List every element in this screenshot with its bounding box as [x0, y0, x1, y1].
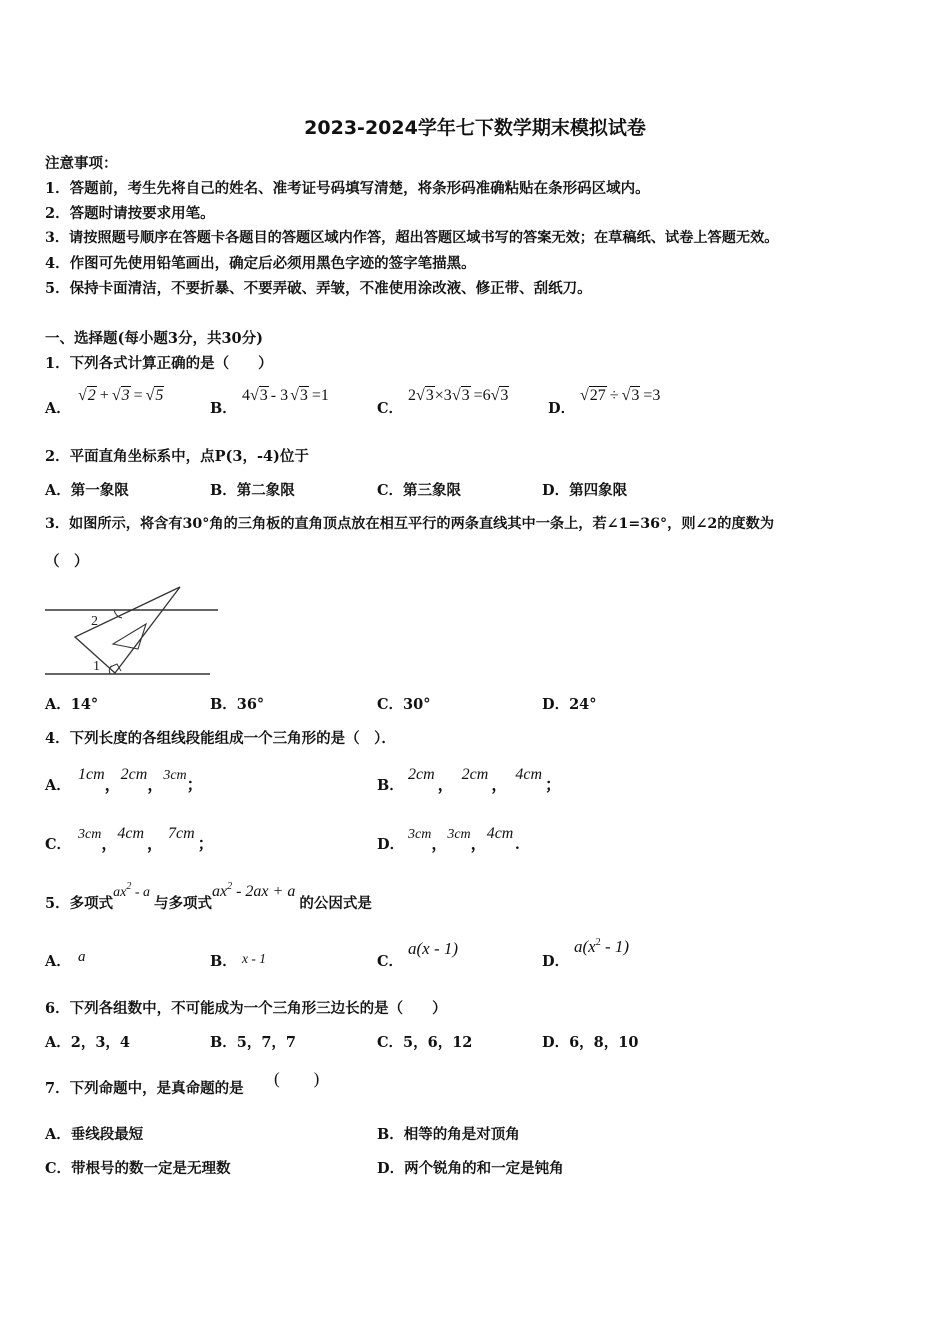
q5-label-a: A．: [45, 953, 71, 970]
q4-option-a: 1cm，2cm，3cm；: [78, 766, 203, 794]
q4-option-b: 2cm，2cm，4cm；: [408, 766, 562, 794]
q4-label-a: A．: [45, 777, 71, 794]
q3-option-c: C．30°: [377, 696, 431, 713]
q1-option-a: √2 + √3 = √5: [78, 387, 164, 404]
notes-heading: 注意事项：: [45, 155, 118, 172]
q2-stem: 2．平面直角坐标系中，点P(3，-4)位于: [45, 448, 309, 465]
q5-stem: 5．多项式$ax^2$ - a与多项式$ax^2 - 2ax + a$的公因式是: [45, 881, 372, 912]
page-title: 2023-2024学年七下数学期末模拟试卷: [304, 117, 646, 139]
q3-option-b: B．36°: [210, 696, 265, 713]
section-heading: 一、选择题(每小题3分，共30分): [45, 330, 263, 347]
q6-option-a: A．2，3，4: [45, 1034, 131, 1051]
q3-option-d: D．24°: [542, 696, 597, 713]
q7-paren: ( ): [274, 1069, 320, 1088]
q3-stem: 3．如图所示，将含有30°角的三角板的直角顶点放在相互平行的两条直线其中一条上，若∠1=36°，则∠2的度数为: [45, 516, 775, 532]
q5-option-a: a: [78, 949, 86, 965]
q5-label-b: B．: [210, 953, 237, 970]
q2-option-b: B．第二象限: [210, 482, 295, 499]
q5-option-d: $a(x^2 - 1)$: [574, 937, 630, 956]
q4-option-c: 3cm，4cm，7cm；: [78, 825, 214, 853]
note-item: 2．答题时请按要求用笔。: [45, 205, 215, 222]
q2-option-d: D．第四象限: [542, 482, 628, 499]
q1-option-b: 4√3 - 3 √3 =1: [242, 387, 329, 404]
q7-option-d: D．两个锐角的和一定是钝角: [377, 1160, 564, 1177]
q4-label-b: B．: [377, 777, 404, 794]
q3-figure: [40, 580, 225, 680]
angle-2-arc: [114, 610, 122, 618]
angle-label-1: 1: [93, 659, 100, 674]
q3-option-a: A．14°: [45, 696, 99, 713]
triangle-ruler: [75, 587, 180, 673]
note-item: 4．作图可先使用铅笔画出，确定后必须用黑色字迹的签字笔描黑。: [45, 255, 476, 272]
q1-stem: 1．下列各式计算正确的是（ ）: [45, 355, 273, 372]
note-item: 5．保持卡面清洁，不要折暴、不要弄破、弄皱，不准使用涂改液、修正带、刮纸刀。: [45, 280, 592, 297]
q1-label-c: C．: [377, 400, 404, 417]
q7-option-c: C．带根号的数一定是无理数: [45, 1160, 231, 1177]
q1-label-d: D．: [548, 400, 576, 417]
note-item: 3．请按照题号顺序在答题卡各题目的答题区域内作答，超出答题区域书写的答案无效；在草稿纸、试卷上答题无效。: [45, 230, 779, 246]
q2-option-c: C．第三象限: [377, 482, 462, 499]
q2-option-a: A．第一象限: [45, 482, 129, 499]
q7-stem: 7．下列命题中，是真命题的是: [45, 1080, 244, 1097]
q6-option-b: B．5，7，7: [210, 1034, 297, 1051]
q6-stem: 6．下列各组数中，不可能成为一个三角形三边长的是（ ）: [45, 1000, 447, 1017]
q5-option-b: x - 1: [242, 951, 266, 966]
q1-label-b: B．: [210, 400, 237, 417]
q4-stem: 4．下列长度的各组线段能组成一个三角形的是（ ）．: [45, 730, 396, 747]
q4-option-d: 3cm，3cm，4cm.: [408, 825, 520, 853]
q1-option-d: √27 ÷ √3 =3: [580, 387, 661, 404]
q3-paren: （ ）: [45, 553, 89, 570]
q4-label-c: C．: [45, 836, 72, 853]
q1-label-a: A．: [45, 400, 71, 417]
q7-option-a: A．垂线段最短: [45, 1126, 144, 1143]
angle-label-2: 2: [91, 614, 98, 629]
q4-label-d: D．: [377, 836, 405, 853]
q5-label-c: C．: [377, 953, 404, 970]
q6-option-c: C．5，6，12: [377, 1034, 473, 1051]
q5-label-d: D．: [542, 953, 570, 970]
triangle-ruler-inner: [113, 624, 146, 649]
q1-option-c: 2√3×3√3 =6√3: [408, 387, 509, 404]
note-item: 1．答题前，考生先将自己的姓名、准考证号码填写清楚，将条形码准确粘贴在条形码区域内。: [45, 180, 650, 197]
q7-option-b: B．相等的角是对顶角: [377, 1126, 520, 1143]
q6-option-d: D．6，8，10: [542, 1034, 639, 1051]
q5-option-c: a(x - 1): [408, 939, 459, 958]
